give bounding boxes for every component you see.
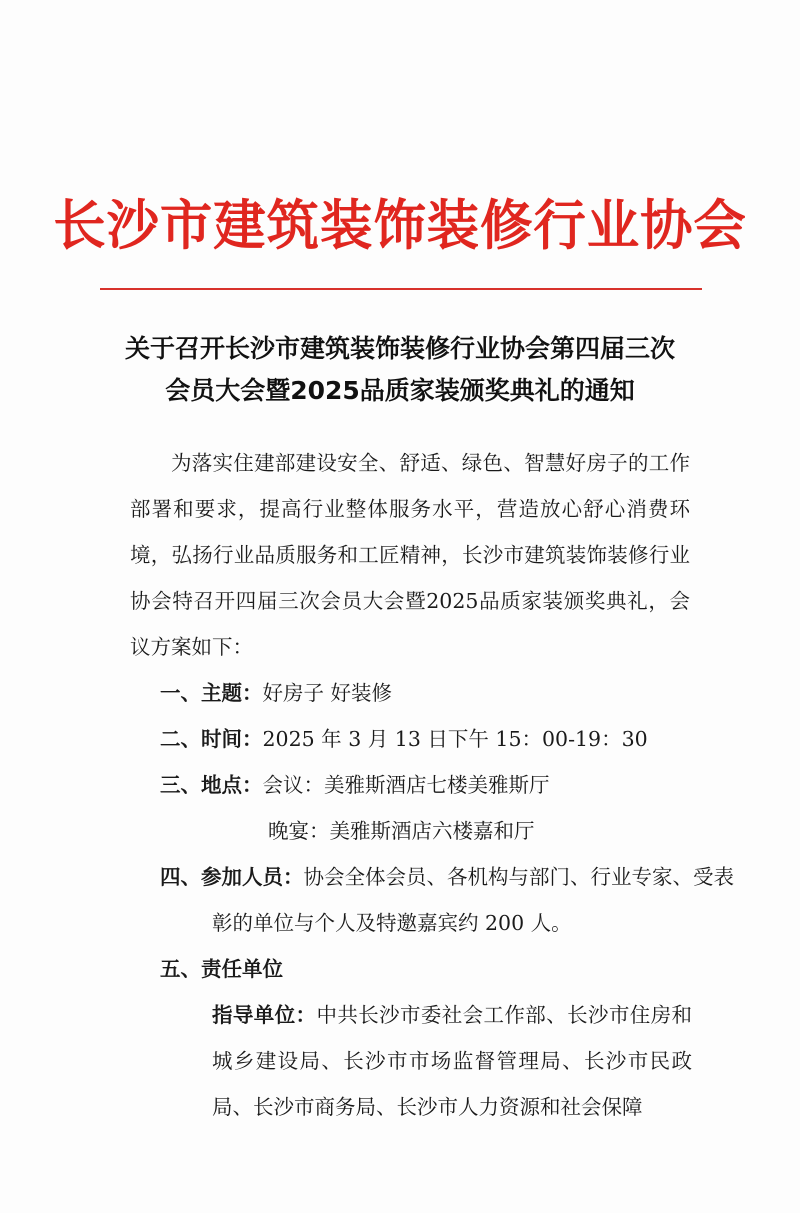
item-label: 地点： [201,773,263,797]
notice-title [100,328,700,412]
item-label: 参加人员： [201,865,304,889]
item-number: 二、 [160,727,201,751]
item-number: 四、 [160,865,201,889]
intro-paragraph: 为落实住建部建设安全、舒适、绿色、智慧好房子的工作部署和要求，提高行业整体服务水平，营造放心舒心消费环境，弘扬行业品质服务和工匠精神，长沙市建筑装饰装修行业协会特召开四届三次会员大会暨2025品质家装颁奖典礼，会议方案如下： [130,451,690,659]
item-value: 好房子 好装修 [262,681,393,705]
notice-title-line-1: 关于召开长沙市建筑装饰装修行业协会第四届三次 [124,334,675,363]
item-label: 责任单位 [201,957,283,981]
item-number: 五、 [160,957,201,981]
letterhead-divider [100,288,702,290]
item-location [160,762,700,808]
item-responsible-units [160,946,700,992]
item-label: 主题： [201,681,263,705]
item-label: 时间： [201,727,263,751]
item-theme [160,670,700,716]
org-letterhead-title: 长沙市建筑装饰装修行业协会 [53,194,747,257]
item-value: 会议：美雅斯酒店七楼美雅斯厅 [262,773,550,797]
guiding-units-value: 中共长沙市委社会工作部、长沙市住房和城乡建设局、长沙市市场监督管理局、长沙市民政局、长沙市商务局、长沙市人力资源和社会保障 [212,1003,693,1119]
item-value: 2025 年 3 月 13 日下午 15：00-19：30 [262,727,648,751]
item-value: 协会全体会员、各机构与部门、行业专家、受表彰的单位与个人及特邀嘉宾约 200 人。 [212,865,734,935]
item-number: 一、 [160,681,201,705]
item-location-banquet: 晚宴：美雅斯酒店六楼嘉和厅 [268,819,535,843]
item-participants [160,854,752,946]
notice-title-line-2: 会员大会暨2025品质家装颁奖典礼的通知 [165,376,635,405]
item-number: 三、 [160,773,201,797]
guiding-units-label: 指导单位： [212,1003,317,1027]
item-time [160,716,700,762]
guiding-units-paragraph [212,992,692,1130]
